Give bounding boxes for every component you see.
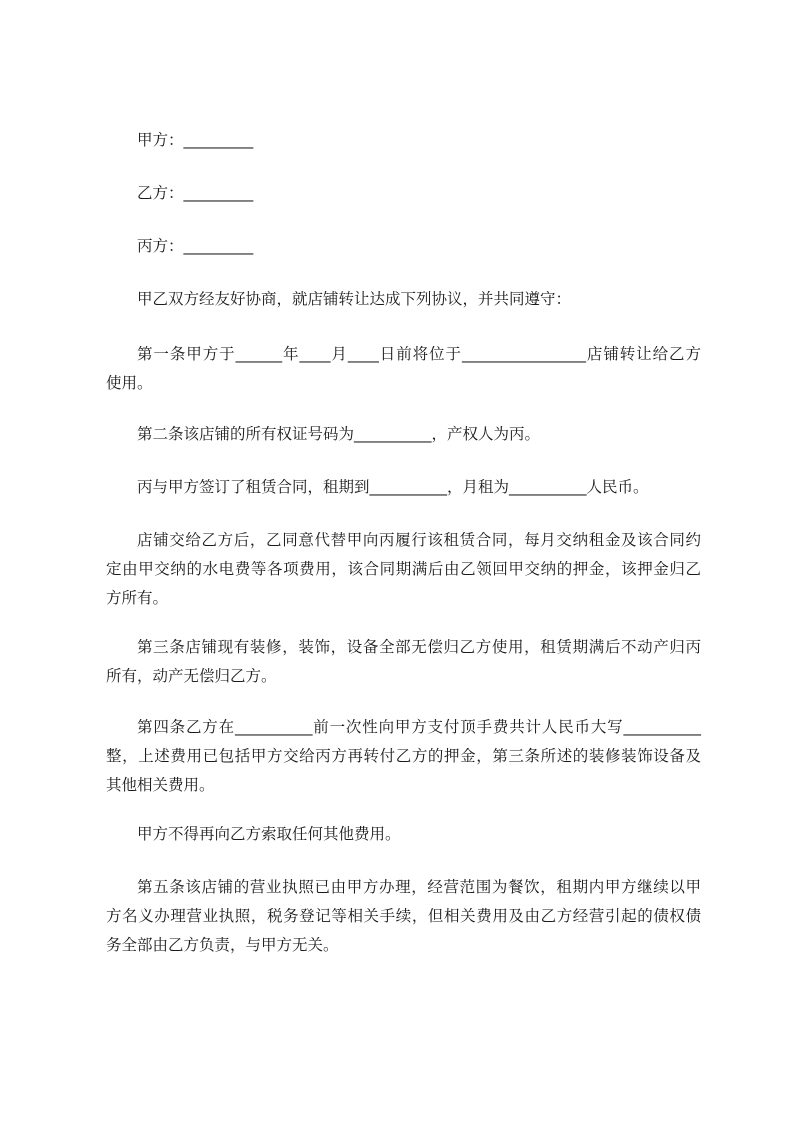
party-c-label: 丙方：_________ (137, 237, 254, 255)
lease-line-1: 丙与甲方签订了租赁合同，租期到__________，月租为__________人民币。 (137, 478, 649, 496)
clause-5-line-2: 方名义办理营业执照，税务登记等相关手续，但相关费用及由乙方经营引起的债权债 (106, 907, 701, 925)
clause-1-line-2: 使用。 (106, 374, 153, 392)
party-a-line (137, 126, 437, 155)
clause-4-line-1: 第四条乙方在__________前一次性向甲方支付顶手费共计人民币大写__________ (137, 718, 701, 736)
clause-2-paragraph (137, 420, 697, 449)
lease-paragraph (137, 473, 697, 502)
no-other-fees-text: 甲方不得再向乙方索取任何其他费用。 (137, 825, 401, 843)
clause-3-line-2: 所有，动产无偿归乙方。 (106, 667, 277, 685)
handover-line-2: 定由甲交纳的水电费等各项费用，该合同期满后由乙领回甲交纳的押金，该押金归乙 (106, 560, 701, 578)
clause-3-paragraph (106, 633, 701, 691)
clause-2-line-1: 第二条该店铺的所有权证号码为__________，产权人为丙。 (137, 425, 541, 443)
clause-3-line-1: 第三条店铺现有装修，装饰，设备全部无偿归乙方使用，租赁期满后不动产归丙 (137, 638, 701, 656)
party-a-label: 甲方：_________ (137, 131, 254, 149)
handover-line-3: 方所有。 (106, 589, 169, 607)
preamble-paragraph (137, 285, 697, 314)
handover-line-1: 店铺交给乙方后，乙同意代替甲向丙履行该租赁合同，每月交纳租金及该合同约 (137, 531, 701, 549)
clause-4-paragraph (106, 713, 701, 800)
clause-5-line-1: 第五条该店铺的营业执照已由甲方办理，经营范围为餐饮，租期内甲方继续以甲 (137, 878, 701, 896)
party-b-line (137, 179, 437, 208)
clause-1-line-1: 第一条甲方于______年____月____日前将位于________________店铺转让给乙方 (137, 345, 701, 363)
party-b-label: 乙方：_________ (137, 184, 254, 202)
no-other-fees-paragraph (137, 820, 697, 849)
party-c-line (137, 232, 437, 261)
preamble-text: 甲乙双方经友好协商，就店铺转让达成下列协议，并共同遵守： (137, 290, 572, 308)
clause-4-line-3: 其他相关费用。 (106, 776, 215, 794)
clause-5-paragraph (106, 873, 701, 960)
clause-5-line-3: 务全部由乙方负责，与甲方无关。 (106, 936, 339, 954)
clause-1-paragraph (106, 340, 701, 398)
clause-4-line-2: 整，上述费用已包括甲方交给丙方再转付乙方的押金，第三条所述的装修装饰设备及 (106, 747, 701, 765)
handover-paragraph (106, 526, 701, 613)
